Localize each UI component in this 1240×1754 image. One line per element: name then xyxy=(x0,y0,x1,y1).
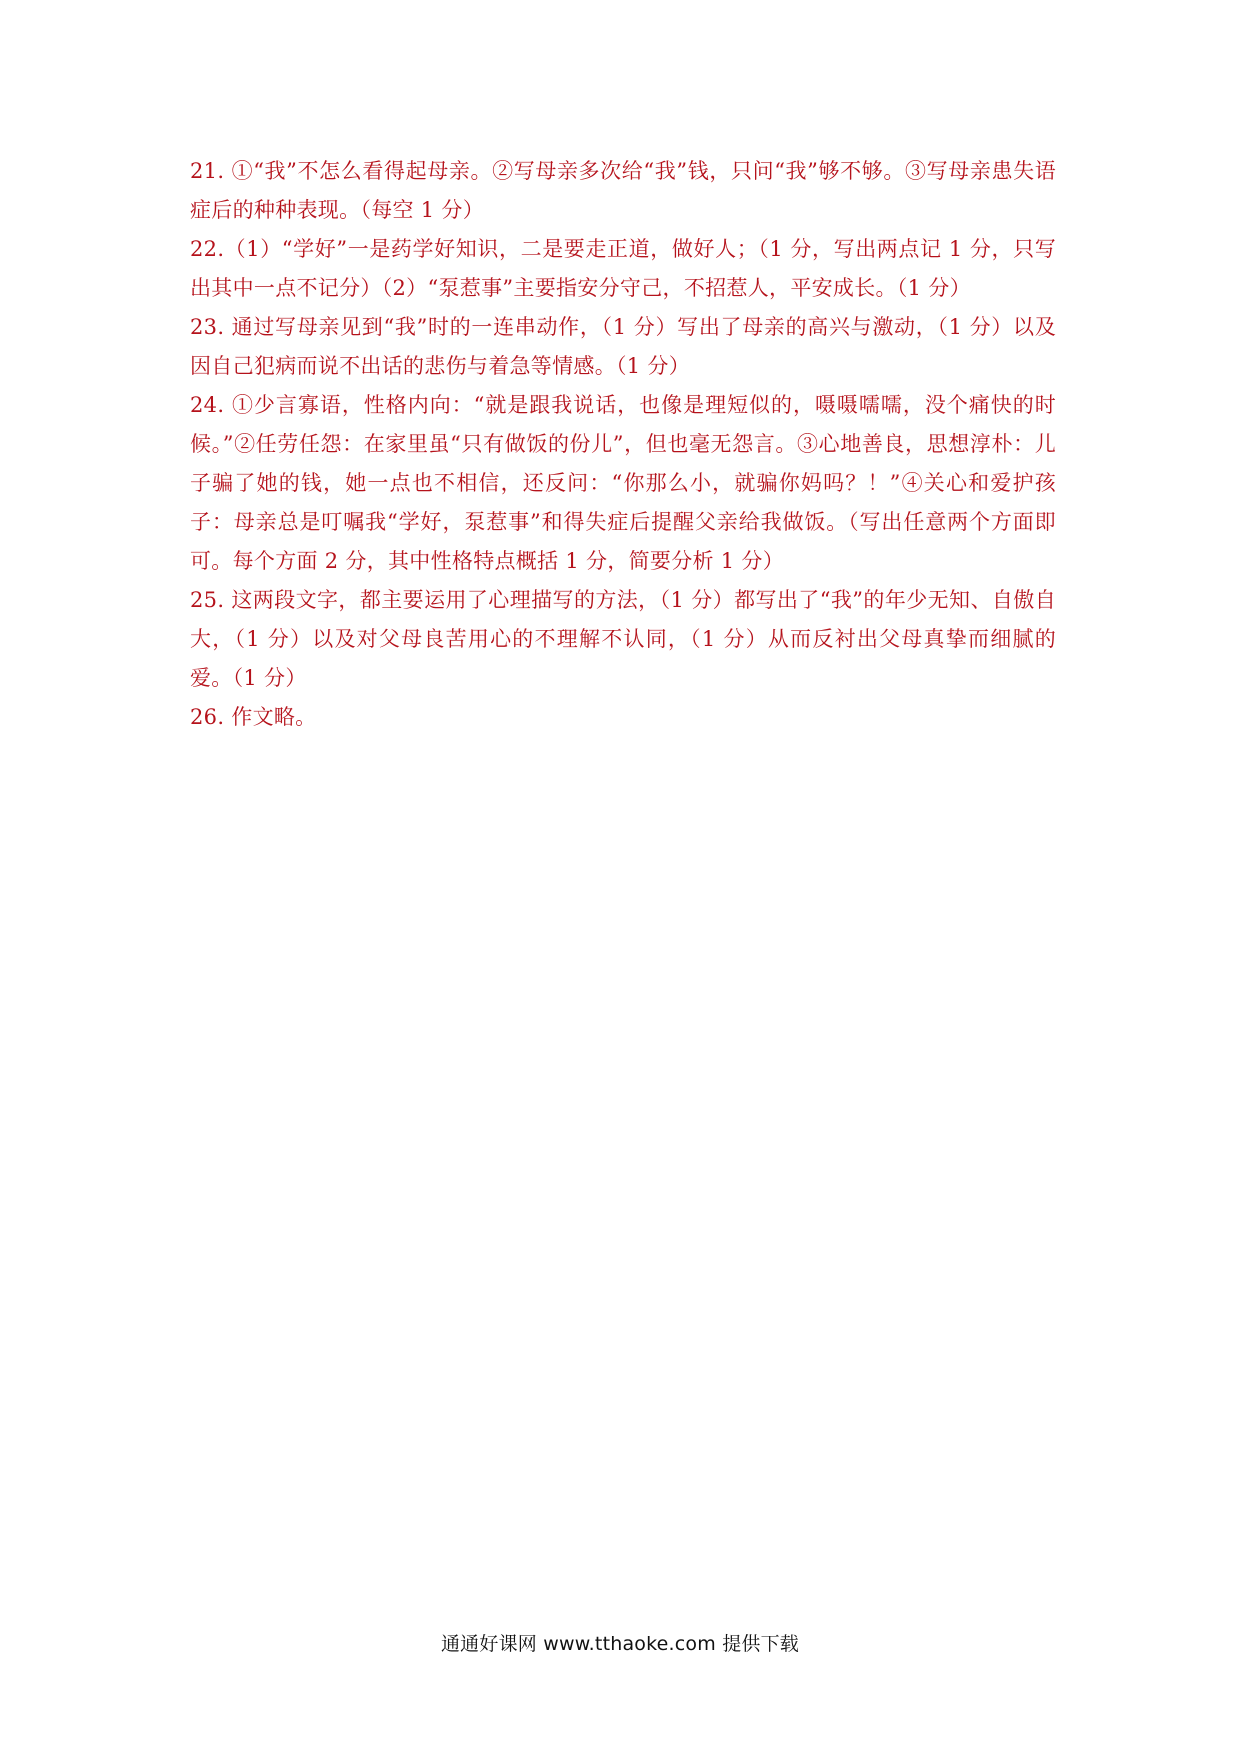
answer-23: 23. 通过写母亲见到“我”时的一连串动作，（1 分）写出了母亲的高兴与激动，（1 分）以及因自己犯病而说不出话的悲伤与着急等情感。（1 分） xyxy=(190,315,1056,378)
answer-22: 22.（1）“学好”一是药学好知识，二是要走正道，做好人；（1 分，写出两点记 1 分，只写出其中一点不记分）（2）“泵惹事”主要指安分守己，不招惹人，平安成长。（1 分） xyxy=(190,237,1056,300)
page-footer: 通通好课网 www.tthaoke.com 提供下载 xyxy=(440,1633,800,1655)
answer-21: 21. ①“我”不怎么看得起母亲。②写母亲多次给“我”钱，只问“我”够不够。③写母亲患失语症后的种种表现。（每空 1 分） xyxy=(190,159,1056,222)
answer-list xyxy=(190,152,1056,737)
answer-24: 24. ①少言寡语，性格内向：“就是跟我说话，也像是理短似的，嗫嗫嚅嚅，没个痛快的时候。”②任劳任怨：在家里虽“只有做饭的份儿”，但也毫无怨言。③心地善良，思想淳朴：儿子骗了她的钱，她一点也不相信，还反问：“你那么小，就骗你妈吗？！”④关心和爱护孩子：母亲总是叮嘱我“学好，泵惹事”和得失症后提醒父亲给我做饭。（写出任意两个方面即可。每个方面 2 分，其中性格特点概括 1 分，简要分析 1 分） xyxy=(190,393,1056,573)
answer-26: 26. 作文略。 xyxy=(190,705,317,729)
answer-25: 25. 这两段文字，都主要运用了心理描写的方法，（1 分）都写出了“我”的年少无知、自傲自大，（1 分）以及对父母良苦用心的不理解不认同，（1 分）从而反衬出父母真挚而细腻的爱。（1 分） xyxy=(190,588,1056,690)
